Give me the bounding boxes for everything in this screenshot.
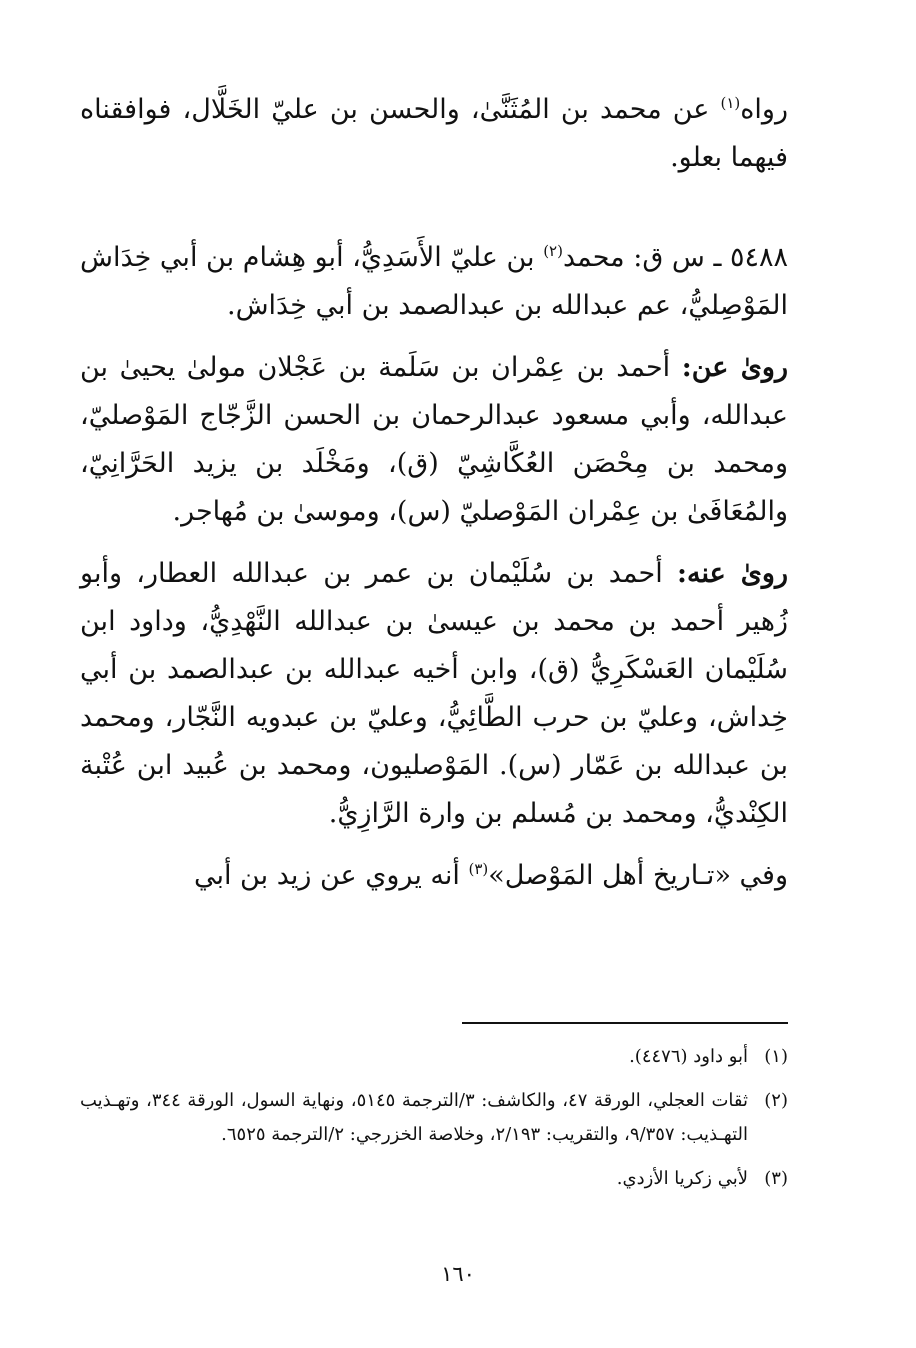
narrated-by-paragraph (80, 550, 788, 838)
entry-heading-end: بن عليّ الأَسَدِيُّ، أبو هِشام بن أبي خِدَاش المَوْصِليُّ، عم عبدالله بن عبدالصمد بن أبي خِدَاش. (80, 242, 788, 321)
footnote-text: أبو داود (٤٤٧٦). (629, 1046, 748, 1067)
tarikh-paragraph (80, 852, 788, 900)
footnote-ref-1: (١) (720, 94, 741, 112)
footnotes (80, 1040, 788, 1206)
tarikh-text-start: وفي «تـاريخ أهل المَوْصل» (488, 860, 788, 891)
footnote-number: (١) (764, 1046, 788, 1067)
footnote-number: (٣) (764, 1168, 788, 1189)
main-text (80, 86, 788, 914)
intro-text-end: عن محمد بن المُثَنَّىٰ، والحسن بن عليّ الخَلَّال، فوافقناه فيهما بعلو. (80, 94, 788, 173)
footnote-number: (٢) (764, 1090, 788, 1111)
footnote-2 (80, 1084, 788, 1152)
footnote-ref-2: (٢) (543, 242, 563, 260)
footnote-text: ثقات العجلي، الورقة ٤٧، والكاشف: ٣/الترجمة ٥١٤٥، ونهاية السول، الورقة ٣٤٤، وتهـذيب التهـذيب: ٩/٣٥٧، والتقريب: ٢/١٩٣، وخلاصة الخزرجي: ٢/الترجمة ٦٥٢٥. (80, 1090, 748, 1145)
footnote-1 (80, 1040, 788, 1074)
footnote-divider (462, 1022, 788, 1024)
page-number: ١٦٠ (441, 1262, 475, 1286)
narrated-from-label: روىٰ عن: (681, 352, 788, 383)
narrated-by-text: أحمد بن سُلَيْمان بن عمر بن عبدالله العطار، وأبو زُهير أحمد بن محمد بن عيسىٰ بن عبدالله النَّهْدِيُّ، وداود ابن سُلَيْمان العَسْكَرِيُّ (ق)، وابن أخيه عبدالله بن عبدالصمد بن أبي خِداش، وعليّ بن حرب الطَّائِيُّ، وعليّ بن عبدويه النَّجّار، ومحمد بن عبدالله بن عَمّار (س). المَوْصليون، ومحمد بن عُبيد ابن عُتْبة الكِنْديُّ، ومحمد بن مُسلم بن وارة الرَّازِيُّ. (80, 558, 788, 829)
tarikh-text-end: أنه يروي عن زيد بن أبي (193, 860, 469, 891)
intro-text-start: رواه (740, 94, 788, 125)
narrated-by-label: روىٰ عنه: (677, 558, 788, 589)
narrated-from-paragraph (80, 344, 788, 536)
entry-heading (80, 234, 788, 330)
footnote-3 (80, 1162, 788, 1196)
narrated-from-text: أحمد بن عِمْران بن سَلَمة بن عَجْلان مولىٰ يحيىٰ بن عبدالله، وأبي مسعود عبدالرحمان بن الحسن الزَّجّاج المَوْصليّ، ومحمد بن مِحْصَن العُكَّاشِيّ (ق)، ومَخْلَد بن يزيد الحَرَّانِيّ، والمُعَافَىٰ بن عِمْران المَوْصليّ (س)، وموسىٰ بن مُهاجر. (80, 352, 788, 527)
footnote-ref-3: (٣) (468, 860, 489, 878)
intro-paragraph (80, 86, 788, 182)
entry-heading-start: ٥٤٨٨ ـ س ق: محمد (562, 242, 789, 273)
footnote-text: لأبي زكريا الأزدي. (616, 1168, 748, 1189)
